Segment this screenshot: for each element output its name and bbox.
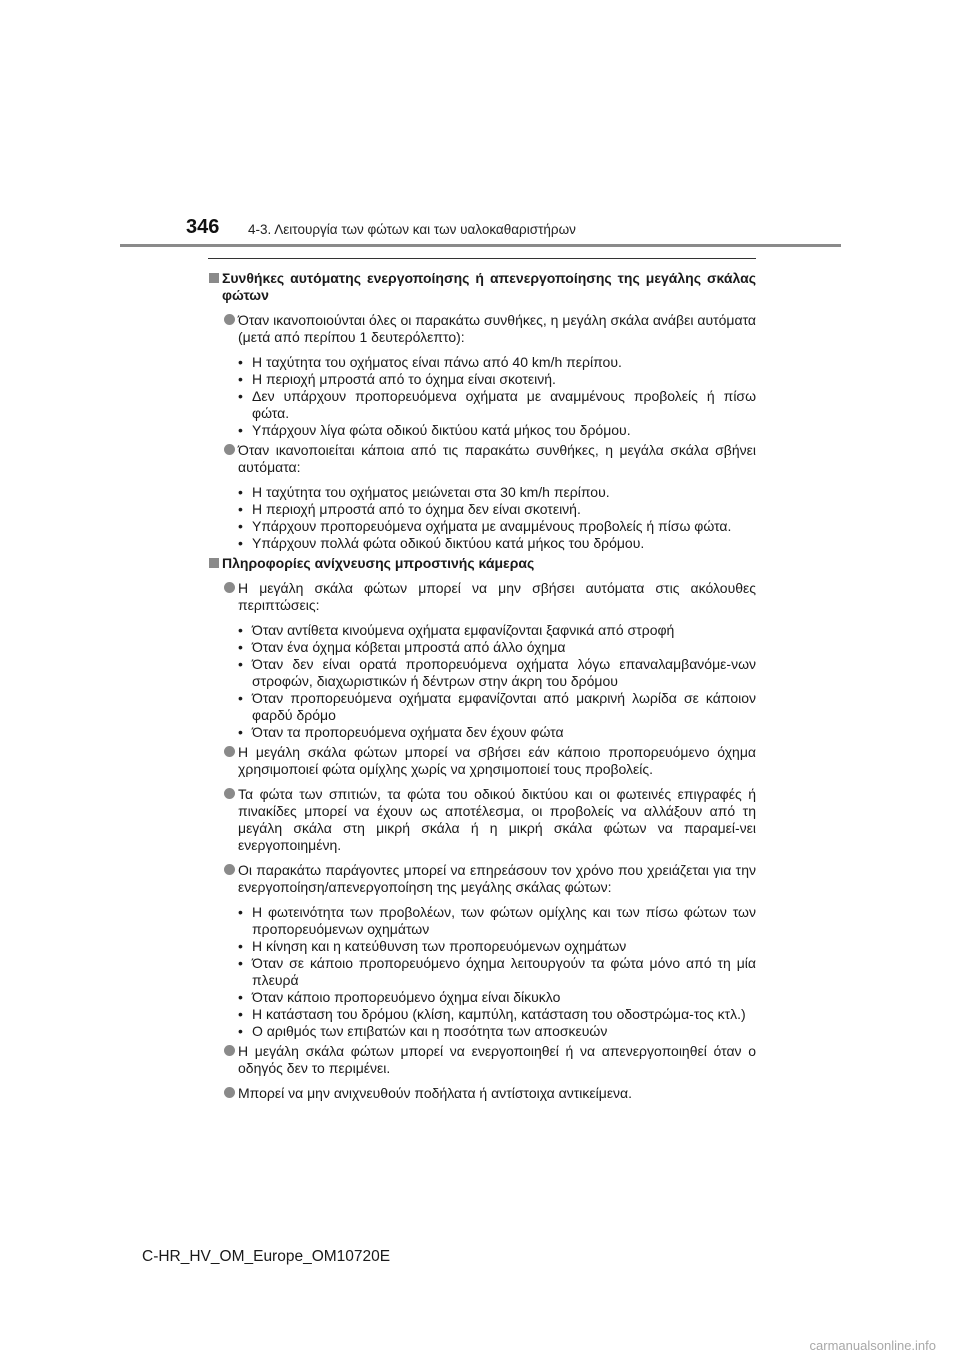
list-item-text: Όταν σε κάποιο προπορευόμενο όχημα λειτουργούν τα φώτα μόνο από τη μία πλευρά — [252, 955, 756, 988]
list-item — [208, 622, 756, 639]
bullet-text: Μπορεί να μην ανιχνευθούν ποδήλατα ή αντίστοιχα αντικείμενα. — [238, 1085, 633, 1101]
circle-bullet-icon — [224, 582, 235, 593]
bullet-paragraph — [208, 786, 756, 854]
bullet-text: Η μεγάλη σκάλα φώτων μπορεί να ενεργοποιηθεί ή να απενεργοποιηθεί όταν ο οδηγός δεν το περιμένει. — [238, 1043, 756, 1076]
list-item-text: Η κατάσταση του δρόμου (κλίση, καμπύλη, κατάσταση του οδοστρώμα-τος κτλ.) — [252, 1006, 746, 1022]
bullet-paragraph — [208, 1043, 756, 1077]
bullet-text: Η μεγάλη σκάλα φώτων μπορεί να μην σβήσει αυτόματα στις ακόλουθες περιπτώσεις: — [238, 580, 756, 613]
small-bullet-icon: • — [238, 535, 243, 551]
bullet-paragraph — [208, 744, 756, 778]
list-item-text: Η ταχύτητα του οχήματος είναι πάνω από 40 km/h περίπου. — [252, 354, 622, 370]
small-bullet-icon: • — [238, 955, 243, 971]
list-item — [208, 955, 756, 989]
small-bullet-icon: • — [238, 518, 243, 534]
watermark: carmanualsonline.info — [809, 1338, 936, 1353]
sub-list — [208, 484, 756, 552]
list-item-text: Όταν δεν είναι ορατά προπορευόμενα οχήματα λόγω επαναλαμβανόμε-νων στροφών, διαχωριστικών ή δέντρων στην άκρη του δρόμου — [252, 656, 756, 689]
circle-bullet-icon — [224, 746, 235, 757]
list-item — [208, 354, 756, 371]
list-item-text: Όταν προπορευόμενα οχήματα εμφανίζονται από μακρινή λωρίδα σε κάποιον φαρδύ δρόμο — [252, 690, 756, 723]
list-item-text: Η περιοχή μπροστά από το όχημα είναι σκοτεινή. — [252, 371, 556, 387]
list-item — [208, 690, 756, 724]
small-bullet-icon: • — [238, 938, 243, 954]
list-item — [208, 724, 756, 741]
small-bullet-icon: • — [238, 622, 243, 638]
bullet-text: Όταν ικανοποιείται κάποια από τις παρακάτω συνθήκες, η μεγάλα σκάλα σβήνει αυτόματα: — [238, 442, 756, 475]
small-bullet-icon: • — [238, 501, 243, 517]
square-bullet-icon — [209, 273, 219, 283]
bullet-text: Οι παρακάτω παράγοντες μπορεί να επηρεάσουν τον χρόνο που χρειάζεται για την ενεργοποίηση/απενεργοποίηση της μεγάλης σκάλας φώτων: — [238, 862, 756, 895]
list-item-text: Ο αριθμός των επιβατών και η ποσότητα των αποσκευών — [252, 1023, 608, 1039]
list-item-text: Υπάρχουν λίγα φώτα οδικού δικτύου κατά μήκος του δρόμου. — [252, 422, 631, 438]
list-item — [208, 1023, 756, 1040]
bullet-paragraph — [208, 312, 756, 346]
circle-bullet-icon — [224, 444, 235, 455]
list-item — [208, 388, 756, 422]
small-bullet-icon: • — [238, 422, 243, 438]
section-heading — [208, 270, 756, 304]
list-item-text: Όταν ένα όχημα κόβεται μπροστά από άλλο όχημα — [252, 639, 566, 655]
sub-list — [208, 354, 756, 439]
circle-bullet-icon — [224, 1087, 235, 1098]
bullet-paragraph — [208, 862, 756, 896]
list-item-text: Όταν τα προπορευόμενα οχήματα δεν έχουν φώτα — [252, 724, 564, 740]
small-bullet-icon: • — [238, 690, 243, 706]
circle-bullet-icon — [224, 788, 235, 799]
list-item — [208, 904, 756, 938]
list-item-text: Η ταχύτητα του οχήματος μειώνεται στα 30 km/h περίπου. — [252, 484, 610, 500]
square-bullet-icon — [209, 558, 219, 568]
small-bullet-icon: • — [238, 371, 243, 387]
bullet-text: Όταν ικανοποιούνται όλες οι παρακάτω συνθήκες, η μεγάλη σκάλα ανάβει αυτόματα (μετά από περίπου 1 δευτερόλεπτο): — [238, 312, 756, 345]
small-bullet-icon: • — [238, 1006, 243, 1022]
bullet-paragraph — [208, 442, 756, 476]
small-bullet-icon: • — [238, 1023, 243, 1039]
small-bullet-icon: • — [238, 724, 243, 740]
list-item-text: Όταν αντίθετα κινούμενα οχήματα εμφανίζονται ξαφνικά από στροφή — [252, 622, 675, 638]
sub-list — [208, 904, 756, 1040]
list-item — [208, 1006, 756, 1023]
small-bullet-icon: • — [238, 388, 243, 404]
list-item-text: Η κίνηση και η κατεύθυνση των προπορευόμενων οχημάτων — [252, 938, 627, 954]
small-bullet-icon: • — [238, 904, 243, 920]
list-item-text: Υπάρχουν πολλά φώτα οδικού δικτύου κατά μήκος του δρόμου. — [252, 535, 645, 551]
section-heading-text: Συνθήκες αυτόματης ενεργοποίησης ή απενεργοποίησης της μεγάλης σκάλας φώτων — [222, 270, 756, 303]
bullet-paragraph — [208, 580, 756, 614]
section-heading — [208, 555, 756, 572]
list-item — [208, 989, 756, 1006]
list-item — [208, 656, 756, 690]
list-item — [208, 484, 756, 501]
list-item-text: Δεν υπάρχουν προπορευόμενα οχήματα με αναμμένους προβολείς ή πίσω φώτα. — [252, 388, 756, 421]
document-code: C-HR_HV_OM_Europe_OM10720E — [142, 1248, 391, 1265]
small-bullet-icon: • — [238, 484, 243, 500]
small-bullet-icon: • — [238, 656, 243, 672]
page-number: 346 — [186, 216, 220, 238]
list-item-text: Η περιοχή μπροστά από το όχημα δεν είναι σκοτεινή. — [252, 501, 581, 517]
sub-list — [208, 622, 756, 741]
list-item-text: Η φωτεινότητα των προβολέων, των φώτων ομίχλης και των πίσω φώτων των προπορευόμενων οχημάτων — [252, 904, 756, 937]
small-bullet-icon: • — [238, 989, 243, 1005]
circle-bullet-icon — [224, 1045, 235, 1056]
section-heading-text: Πληροφορίες ανίχνευσης μπροστινής κάμερας — [222, 555, 535, 571]
list-item — [208, 535, 756, 552]
circle-bullet-icon — [224, 314, 235, 325]
small-bullet-icon: • — [238, 639, 243, 655]
list-item — [208, 518, 756, 535]
list-item-text: Όταν κάποιο προπορευόμενο όχημα είναι δίκυκλο — [252, 989, 561, 1005]
chapter-title: 4-3. Λειτουργία των φώτων και των υαλοκαθαριστήρων — [248, 222, 576, 237]
list-item-text: Υπάρχουν προπορευόμενα οχήματα με αναμμένους προβολείς ή πίσω φώτα. — [252, 518, 732, 534]
bullet-paragraph — [208, 1085, 756, 1102]
list-item — [208, 371, 756, 388]
bullet-text: Η μεγάλη σκάλα φώτων μπορεί να σβήσει εάν κάποιο προπορευόμενο όχημα χρησιμοποιεί φώτα ομίχλης χωρίς να χρησιμοποιεί τους προβολείς. — [238, 744, 756, 777]
bullet-text: Τα φώτα των σπιτιών, τα φώτα του οδικού δικτύου και οι φωτεινές επιγραφές ή πινακίδες μπορεί να έχουν ως αποτέλεσμα, οι προβολείς να αλλάξουν από τη μεγάλη σκάλα στη μικρή σκάλα ή η μικρή σκάλα φώτων να παραμεί-νει ενεργοποιημένη. — [238, 786, 756, 853]
content-divider — [208, 258, 756, 259]
list-item — [208, 422, 756, 439]
small-bullet-icon: • — [238, 354, 243, 370]
circle-bullet-icon — [224, 864, 235, 875]
list-item — [208, 938, 756, 955]
main-content — [208, 258, 756, 1110]
header-divider — [120, 244, 841, 247]
list-item — [208, 501, 756, 518]
list-item — [208, 639, 756, 656]
